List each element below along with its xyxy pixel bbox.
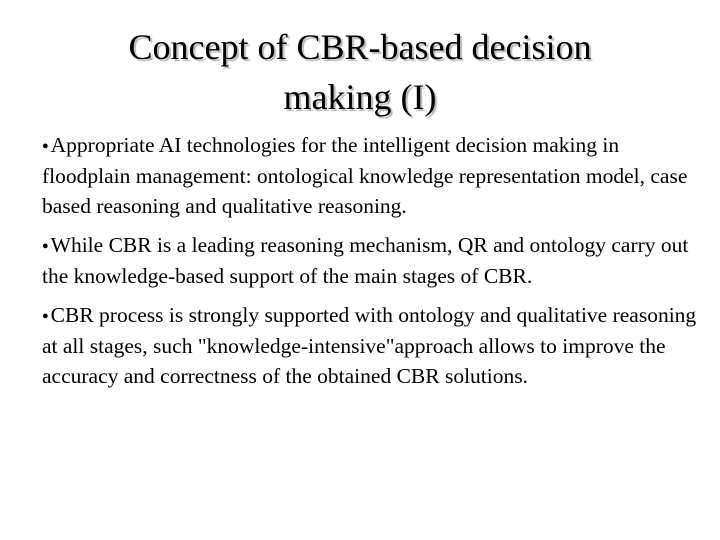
bullet-list xyxy=(42,130,702,400)
bullet-item-3 xyxy=(42,300,702,391)
title-line-2: making (I) xyxy=(283,77,437,117)
slide-title xyxy=(60,22,660,122)
bullet-item-2 xyxy=(42,230,702,291)
bullet-dot-icon: ● xyxy=(42,240,49,252)
title-line-1: Concept of CBR-based decision xyxy=(128,27,592,67)
bullet-dot-icon: ● xyxy=(42,310,49,322)
bullet-dot-icon: ● xyxy=(42,140,49,152)
bullet-item-1 xyxy=(42,130,702,221)
bullet-text-2: While CBR is a leading reasoning mechanism, QR and ontology carry out the knowledge-based support of the main stages of CBR. xyxy=(42,233,689,288)
bullet-text-1: Appropriate AI technologies for the intelligent decision making in floodplain management: ontological knowledge representation model, case based reasoning and qualitative reasoning. xyxy=(42,133,688,218)
bullet-text-3: CBR process is strongly supported with ontology and qualitative reasoning at all stages, such "knowledge-intensive"approach allows to improve the accuracy and correctness of the obtained CBR solutions. xyxy=(42,303,697,388)
